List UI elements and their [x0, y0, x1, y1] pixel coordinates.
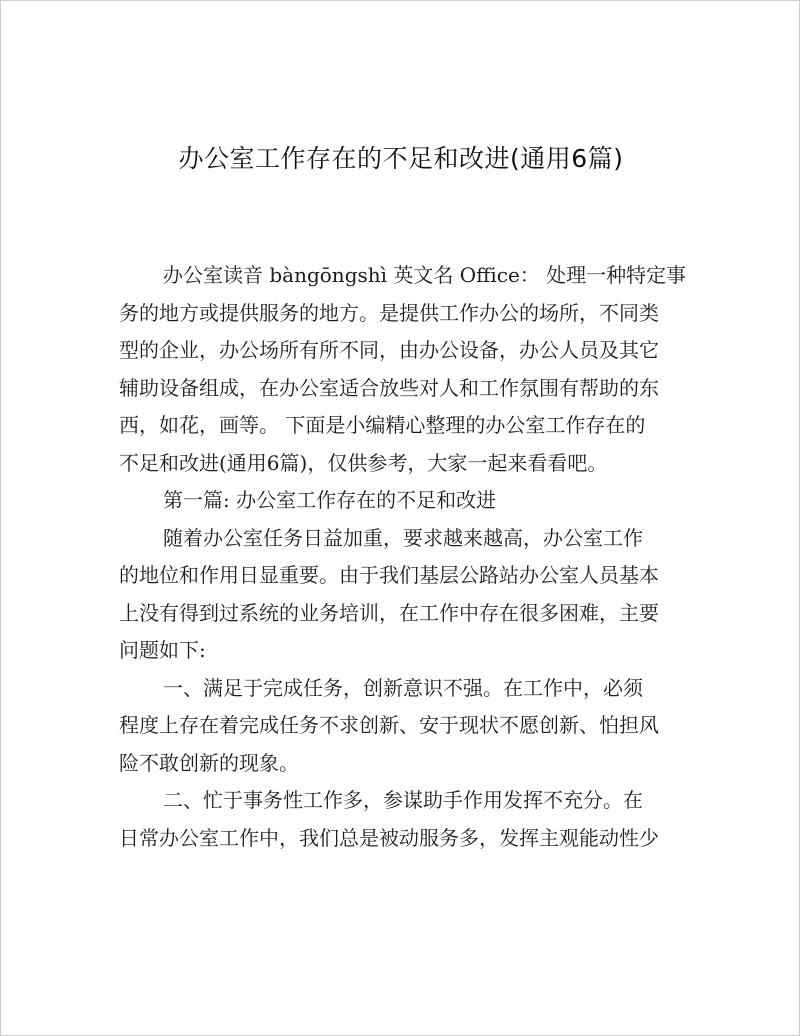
text-line: 程度上存在着完成任务不求创新、安于现状不愿创新、怕担风: [119, 713, 659, 737]
text-line: 随着办公室任务日益加重，要求越来越高，办公室工作: [163, 525, 643, 550]
text-line: 西，如花，画等。 下面是小编精心整理的办公室工作存在的: [119, 413, 646, 437]
intro-paragraph: [119, 257, 691, 482]
section-heading-block: [119, 482, 691, 520]
text-line: 型的企业，办公场所有所不同，由办公设备，办公人员及其它: [119, 338, 659, 362]
point-1-paragraph: [119, 670, 691, 783]
section-heading: 第一篇: 办公室工作存在的不足和改进: [163, 488, 497, 512]
text-line: 问题如下:: [119, 638, 206, 662]
text-line: 上没有得到过系统的业务培训，在工作中存在很多困难，主要: [119, 600, 659, 625]
document-title: 办公室工作存在的不足和改进(通用6篇): [178, 144, 624, 173]
text-line: 一、满足于完成任务，创新意识不强。在工作中，必须: [163, 675, 643, 700]
text-line: 不足和改进(通用6篇)，仅供参考，大家一起来看看吧。: [119, 450, 608, 475]
text-line: 的地位和作用日显重要。由于我们基层公路站办公室人员基本: [119, 563, 659, 587]
text-line: 二、忙于事务性工作多，参谋助手作用发挥不充分。在: [163, 788, 643, 812]
text-line: 务的地方或提供服务的地方。是提供工作办公的场所，不同类: [119, 300, 659, 325]
document-body: [119, 257, 691, 857]
text-line: 办公室读音 bàngōngshì 英文名 Office： 处理一种特定事: [163, 263, 687, 287]
text-line: 日常办公室工作中，我们总是被动服务多，发挥主观能动性少: [119, 825, 659, 850]
text-line: 辅助设备组成，在办公室适合放些对人和工作氛围有帮助的东: [119, 375, 659, 400]
text-line: 险不敢创新的现象。: [119, 750, 299, 775]
point-2-paragraph: [119, 782, 691, 857]
paragraph-2: [119, 520, 691, 670]
